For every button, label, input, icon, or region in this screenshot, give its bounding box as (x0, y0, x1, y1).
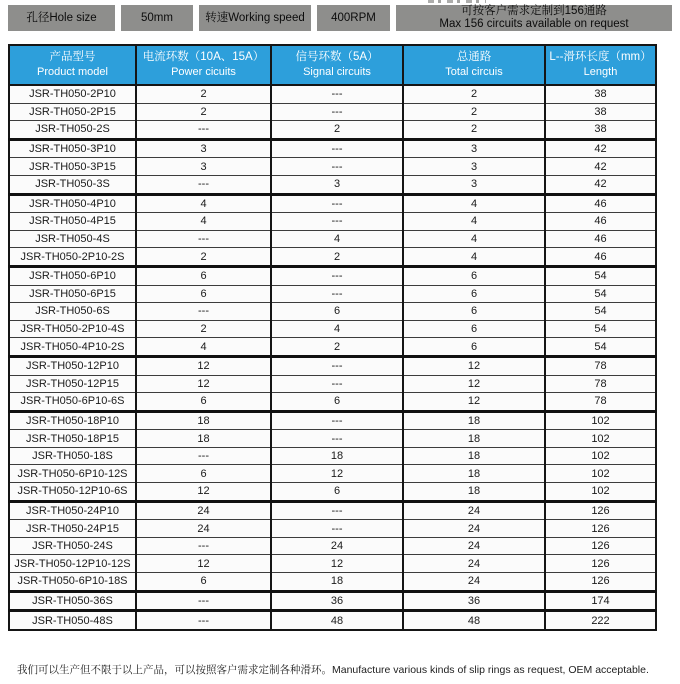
cell-total-circuits: 6 (403, 285, 545, 303)
cell-length: 126 (545, 501, 656, 520)
cell-signal-circuits: 3 (271, 175, 403, 194)
table-row (9, 158, 656, 176)
col-header-zh: 总通路 (456, 50, 492, 63)
cell-power-circuits: 6 (136, 393, 271, 412)
cell-total-circuits: 6 (403, 266, 545, 285)
cell-total-circuits: 3 (403, 158, 545, 176)
cell-length: 126 (545, 537, 656, 555)
cell-product-model: JSR-TH050-24P15 (9, 520, 136, 538)
col-header-en: Power cicuits (171, 66, 236, 79)
cell-power-circuits: 3 (136, 139, 271, 158)
table-row (9, 375, 656, 393)
cell-total-circuits: 18 (403, 447, 545, 465)
cell-total-circuits: 24 (403, 573, 545, 592)
cell-total-circuits: 24 (403, 537, 545, 555)
cell-power-circuits: 2 (136, 103, 271, 121)
cell-power-circuits: 2 (136, 85, 271, 103)
table-header-row (9, 45, 656, 85)
table-row (9, 356, 656, 375)
cell-length: 46 (545, 230, 656, 248)
table-row (9, 591, 656, 611)
cell-power-circuits: 6 (136, 285, 271, 303)
table-row (9, 213, 656, 231)
footer-note: 我们可以生产但不限于以上产品，可以按照客户需求定制各种滑环。Manufacture various kinds of slip rings as request, OEM acceptable. (17, 664, 649, 676)
cell-total-circuits: 4 (403, 230, 545, 248)
table-row (9, 230, 656, 248)
working-speed-value: 400RPM (317, 5, 390, 31)
table-row (9, 520, 656, 538)
cell-length: 42 (545, 139, 656, 158)
cell-product-model: JSR-TH050-6P10-18S (9, 573, 136, 592)
cell-total-circuits: 3 (403, 139, 545, 158)
max-circuits-note (396, 5, 672, 31)
cell-total-circuits: 24 (403, 501, 545, 520)
cell-total-circuits: 36 (403, 591, 545, 611)
cell-power-circuits: 18 (136, 430, 271, 448)
cell-product-model: JSR-TH050-6P10 (9, 266, 136, 285)
cell-product-model: JSR-TH050-48S (9, 611, 136, 630)
table-row (9, 393, 656, 412)
cell-product-model: JSR-TH050-6S (9, 303, 136, 321)
cell-total-circuits: 3 (403, 175, 545, 194)
cell-total-circuits: 4 (403, 213, 545, 231)
cell-product-model: JSR-TH050-6P10-6S (9, 393, 136, 412)
col-header-en: Signal circuits (303, 66, 371, 79)
cell-product-model: JSR-TH050-24S (9, 537, 136, 555)
col-header-total-circuits (403, 45, 545, 85)
table-row (9, 447, 656, 465)
cell-total-circuits: 6 (403, 303, 545, 321)
cell-power-circuits: 6 (136, 266, 271, 285)
cell-signal-circuits: 6 (271, 303, 403, 321)
col-header-power-circuits (136, 45, 271, 85)
cell-total-circuits: 18 (403, 430, 545, 448)
cell-power-circuits: 12 (136, 375, 271, 393)
table-row (9, 285, 656, 303)
cell-length: 126 (545, 555, 656, 573)
table-row (9, 483, 656, 502)
cell-signal-circuits: 18 (271, 447, 403, 465)
cell-power-circuits: --- (136, 175, 271, 194)
cell-length: 54 (545, 285, 656, 303)
working-speed-label: 转速Working speed (199, 5, 311, 31)
table-row (9, 85, 656, 103)
cell-product-model: JSR-TH050-2P15 (9, 103, 136, 121)
cell-power-circuits: --- (136, 447, 271, 465)
table-row (9, 573, 656, 592)
cell-product-model: JSR-TH050-18P15 (9, 430, 136, 448)
cell-power-circuits: 12 (136, 555, 271, 573)
cell-power-circuits: 2 (136, 320, 271, 338)
cell-product-model: JSR-TH050-4P10-2S (9, 338, 136, 357)
cell-length: 38 (545, 85, 656, 103)
cell-product-model: JSR-TH050-4P15 (9, 213, 136, 231)
cell-total-circuits: 24 (403, 520, 545, 538)
cell-signal-circuits: 4 (271, 230, 403, 248)
cell-signal-circuits: 2 (271, 121, 403, 140)
cell-signal-circuits: 6 (271, 393, 403, 412)
cell-signal-circuits: --- (271, 356, 403, 375)
table-row (9, 338, 656, 357)
cell-length: 54 (545, 266, 656, 285)
cell-power-circuits: 4 (136, 213, 271, 231)
cell-signal-circuits: 18 (271, 573, 403, 592)
table-row (9, 465, 656, 483)
table-row (9, 194, 656, 213)
cell-signal-circuits: --- (271, 213, 403, 231)
cell-length: 126 (545, 520, 656, 538)
cell-length: 42 (545, 175, 656, 194)
col-header-zh: 产品型号 (49, 50, 96, 63)
table-row (9, 139, 656, 158)
cell-product-model: JSR-TH050-24P10 (9, 501, 136, 520)
cell-length: 46 (545, 213, 656, 231)
cell-length: 102 (545, 447, 656, 465)
cell-product-model: JSR-TH050-6P15 (9, 285, 136, 303)
col-header-zh: 信号环数（5A） (295, 50, 379, 63)
cell-signal-circuits: 48 (271, 611, 403, 630)
cell-length: 42 (545, 158, 656, 176)
cell-signal-circuits: 12 (271, 555, 403, 573)
cell-total-circuits: 4 (403, 194, 545, 213)
cell-product-model: JSR-TH050-18S (9, 447, 136, 465)
cell-product-model: JSR-TH050-6P10-12S (9, 465, 136, 483)
cell-total-circuits: 6 (403, 320, 545, 338)
cell-product-model: JSR-TH050-2P10-4S (9, 320, 136, 338)
cell-length: 54 (545, 320, 656, 338)
cell-length: 174 (545, 591, 656, 611)
cell-product-model: JSR-TH050-2S (9, 121, 136, 140)
col-header-zh: 电流环数（10A、15A） (142, 50, 265, 63)
cell-product-model: JSR-TH050-4P10 (9, 194, 136, 213)
spec-bar (8, 5, 672, 31)
cell-product-model: JSR-TH050-3P10 (9, 139, 136, 158)
cell-power-circuits: 18 (136, 411, 271, 430)
cell-power-circuits: --- (136, 537, 271, 555)
cell-total-circuits: 12 (403, 375, 545, 393)
cropped-text-artifact (428, 0, 486, 3)
cell-total-circuits: 18 (403, 411, 545, 430)
cell-signal-circuits: --- (271, 194, 403, 213)
cell-total-circuits: 2 (403, 85, 545, 103)
cell-length: 54 (545, 338, 656, 357)
cell-total-circuits: 6 (403, 338, 545, 357)
cell-total-circuits: 48 (403, 611, 545, 630)
table-row (9, 103, 656, 121)
hole-size-label: 孔径Hole size (8, 5, 115, 31)
cell-signal-circuits: --- (271, 285, 403, 303)
table-row (9, 248, 656, 267)
cell-length: 78 (545, 356, 656, 375)
cell-power-circuits: --- (136, 591, 271, 611)
cell-power-circuits: 6 (136, 465, 271, 483)
cell-product-model: JSR-TH050-12P10-12S (9, 555, 136, 573)
cell-length: 38 (545, 121, 656, 140)
cell-length: 46 (545, 248, 656, 267)
cell-signal-circuits: --- (271, 139, 403, 158)
cell-product-model: JSR-TH050-2P10 (9, 85, 136, 103)
cell-signal-circuits: 6 (271, 483, 403, 502)
table-row (9, 303, 656, 321)
cell-power-circuits: 24 (136, 520, 271, 538)
cell-total-circuits: 12 (403, 356, 545, 375)
cell-product-model: JSR-TH050-3P15 (9, 158, 136, 176)
col-header-length (545, 45, 656, 85)
cell-length: 222 (545, 611, 656, 630)
cell-product-model: JSR-TH050-12P10-6S (9, 483, 136, 502)
cell-power-circuits: 12 (136, 356, 271, 375)
cell-signal-circuits: 24 (271, 537, 403, 555)
cell-signal-circuits: --- (271, 520, 403, 538)
cell-power-circuits: --- (136, 303, 271, 321)
cell-signal-circuits: --- (271, 430, 403, 448)
cell-total-circuits: 18 (403, 483, 545, 502)
cell-power-circuits: 12 (136, 483, 271, 502)
cell-product-model: JSR-TH050-3S (9, 175, 136, 194)
cell-power-circuits: 3 (136, 158, 271, 176)
product-spec-table (8, 44, 657, 631)
table-row (9, 555, 656, 573)
cell-total-circuits: 24 (403, 555, 545, 573)
cell-total-circuits: 2 (403, 121, 545, 140)
cell-power-circuits: 24 (136, 501, 271, 520)
cell-signal-circuits: 12 (271, 465, 403, 483)
cell-power-circuits: 6 (136, 573, 271, 592)
hole-size-value: 50mm (121, 5, 193, 31)
cell-product-model: JSR-TH050-36S (9, 591, 136, 611)
table-row (9, 611, 656, 630)
cell-power-circuits: 2 (136, 248, 271, 267)
cell-length: 38 (545, 103, 656, 121)
cell-length: 102 (545, 465, 656, 483)
cell-power-circuits: --- (136, 611, 271, 630)
col-header-en: Total circuis (445, 66, 503, 79)
cell-signal-circuits: 36 (271, 591, 403, 611)
max-circuits-note-zh: 可按客户需求定制到156通路 (461, 5, 607, 18)
cell-signal-circuits: --- (271, 411, 403, 430)
cell-length: 54 (545, 303, 656, 321)
col-header-signal-circuits (271, 45, 403, 85)
cell-signal-circuits: 4 (271, 320, 403, 338)
cell-power-circuits: 4 (136, 338, 271, 357)
col-header-zh: L--滑环长度（mm） (549, 50, 652, 63)
cell-length: 102 (545, 430, 656, 448)
cell-length: 78 (545, 393, 656, 412)
cell-signal-circuits: 2 (271, 248, 403, 267)
cell-product-model: JSR-TH050-12P10 (9, 356, 136, 375)
cell-product-model: JSR-TH050-12P15 (9, 375, 136, 393)
cell-total-circuits: 4 (403, 248, 545, 267)
cell-signal-circuits: --- (271, 103, 403, 121)
col-header-product-model (9, 45, 136, 85)
cell-power-circuits: 4 (136, 194, 271, 213)
table-row (9, 121, 656, 140)
table-row (9, 320, 656, 338)
table-row (9, 266, 656, 285)
cell-total-circuits: 12 (403, 393, 545, 412)
table-row (9, 501, 656, 520)
cell-signal-circuits: --- (271, 375, 403, 393)
cell-length: 102 (545, 411, 656, 430)
cell-signal-circuits: --- (271, 158, 403, 176)
table-row (9, 537, 656, 555)
cell-signal-circuits: --- (271, 501, 403, 520)
cell-signal-circuits: --- (271, 85, 403, 103)
cell-length: 102 (545, 483, 656, 502)
cell-signal-circuits: --- (271, 266, 403, 285)
cell-product-model: JSR-TH050-2P10-2S (9, 248, 136, 267)
cell-length: 46 (545, 194, 656, 213)
table-row (9, 411, 656, 430)
cell-length: 126 (545, 573, 656, 592)
cell-signal-circuits: 2 (271, 338, 403, 357)
col-header-en: Product model (37, 66, 108, 79)
table-row (9, 430, 656, 448)
cell-product-model: JSR-TH050-4S (9, 230, 136, 248)
cell-product-model: JSR-TH050-18P10 (9, 411, 136, 430)
cell-power-circuits: --- (136, 230, 271, 248)
table-row (9, 175, 656, 194)
cell-length: 78 (545, 375, 656, 393)
col-header-en: Length (583, 66, 618, 79)
cell-power-circuits: --- (136, 121, 271, 140)
cell-total-circuits: 18 (403, 465, 545, 483)
cell-total-circuits: 2 (403, 103, 545, 121)
max-circuits-note-en: Max 156 circuits available on request (439, 18, 629, 30)
